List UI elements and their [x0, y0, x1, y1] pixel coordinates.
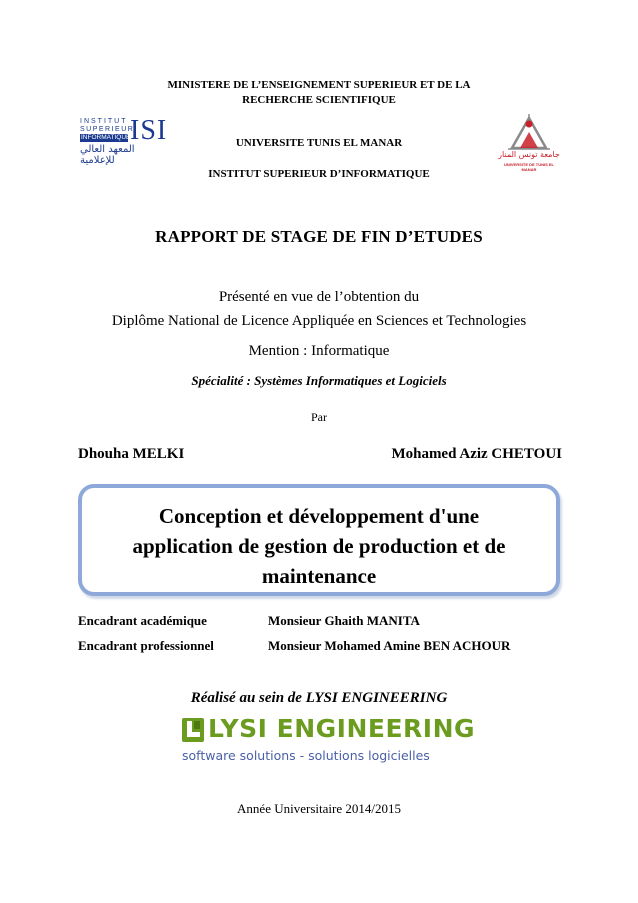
project-title-line-3: maintenance: [261, 564, 377, 588]
author-name: Dhouha MELKI: [78, 446, 185, 462]
utm-logo-latin: UNIVERSITE DE TUNIS EL MANAR: [503, 162, 554, 172]
lysi-logo-name: LYSI ENGINEERING: [208, 714, 476, 743]
ministry-line-2: RECHERCHE SCIENTIFIQUE: [242, 94, 396, 106]
company-line: Réalisé au sein de LYSI ENGINEERING: [190, 690, 448, 706]
university-name: UNIVERSITE TUNIS EL MANAR: [235, 137, 403, 149]
institute-name: INSTITUT SUPERIEUR D’INFORMATIQUE: [208, 168, 430, 180]
ministry-heading: [0, 78, 638, 108]
supervisor-name: Monsieur Ghaith MANITA: [268, 613, 420, 628]
academic-year: Année Universitaire 2014/2015: [237, 801, 401, 816]
presented-line-2: Diplôme National de Licence Appliquée en Sciences et Technologies: [111, 313, 527, 329]
supervisor-role: Encadrant professionnel: [78, 638, 214, 653]
lysi-logo-tagline: software solutions - solutions logicielles: [182, 748, 430, 763]
lysi-logo: [180, 714, 476, 770]
isi-logo-arabic: المعهد العالي للإعلامية: [80, 144, 135, 166]
by-label: Par: [311, 410, 327, 424]
isi-logo-word-informatique: INFORMATIQUE: [81, 134, 131, 141]
utm-logo-arabic: جامعة تونس المنار: [498, 150, 560, 159]
project-title: [82, 501, 556, 591]
ministry-line-1: MINISTERE DE L’ENSEIGNEMENT SUPERIEUR ET DE LA: [167, 79, 471, 91]
supervisor-role: Encadrant académique: [78, 613, 207, 628]
lysi-mark-icon: [182, 718, 204, 742]
supervisor-name: Monsieur Mohamed Amine BEN ACHOUR: [268, 638, 511, 653]
project-title-box: [78, 484, 560, 596]
author-name: Mohamed Aziz CHETOUI: [391, 446, 562, 462]
speciality: Spécialité : Systèmes Informatiques et Logiciels: [191, 373, 447, 388]
project-title-line-1: Conception et développement d'une: [158, 504, 480, 528]
mention: Mention : Informatique: [248, 343, 390, 359]
project-title-line-2: application de gestion de production et de: [132, 534, 506, 558]
utm-emblem-icon: [498, 112, 560, 152]
isi-logo-acronym: ISI: [130, 115, 168, 146]
report-title: RAPPORT DE STAGE DE FIN D’ETUDES: [155, 227, 483, 246]
isi-logo-word-superieur: SUPERIEUR: [80, 126, 135, 133]
utm-logo: [498, 112, 560, 172]
isi-logo-word-institut: INSTITUT: [80, 118, 128, 125]
presented-line-1: Présenté en vue de l’obtention du: [218, 289, 420, 305]
